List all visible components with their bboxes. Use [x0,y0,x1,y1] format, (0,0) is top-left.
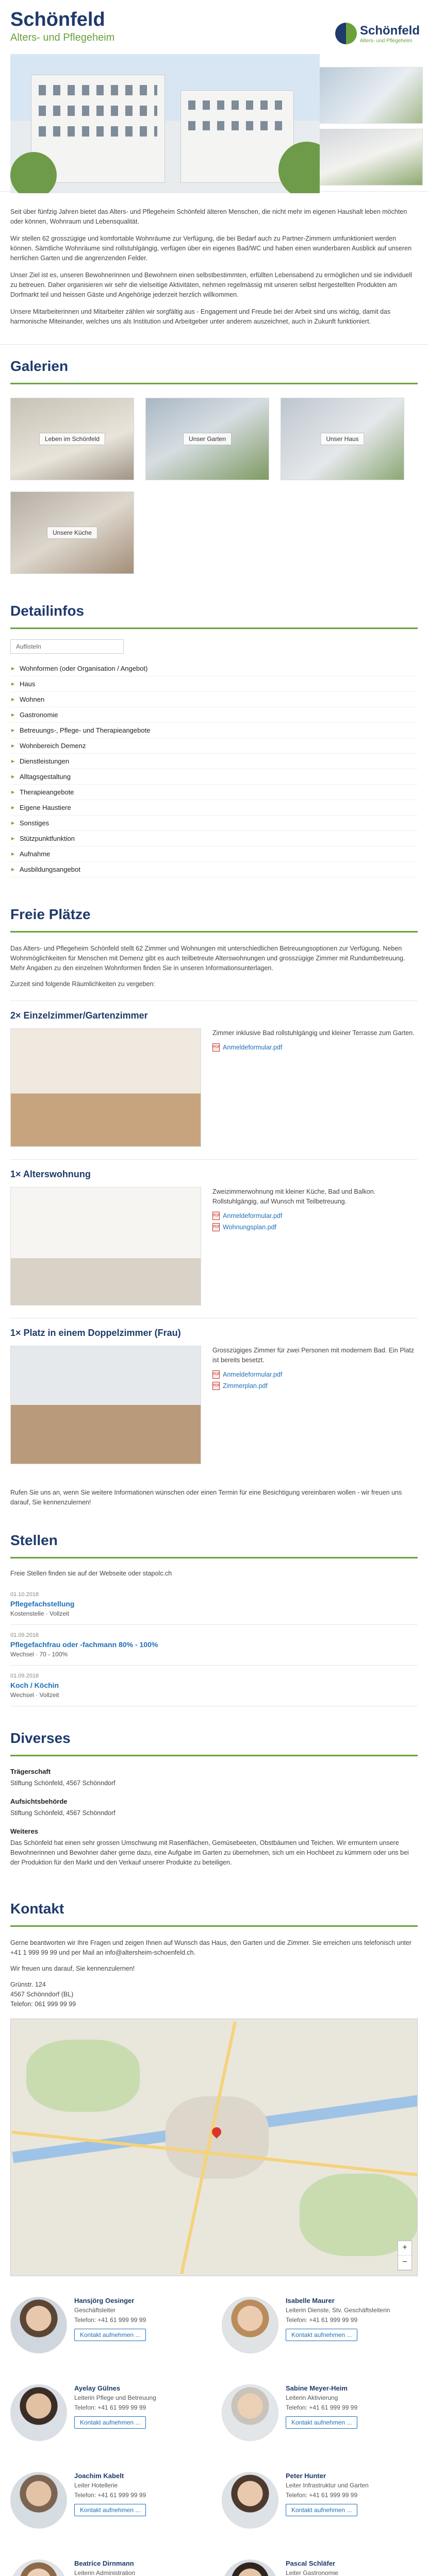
contact-title: Kontakt [10,1887,418,1927]
diverse-heading: Trägerschaft [10,1768,51,1775]
building-windows [39,106,157,116]
intro-paragraph: Unser Ziel ist es, unseren Bewohnerinnen und Bewohnern einen selbstbestimmten, erfüllten Lebensabend zu ermöglichen und sie individuell zu betreuen. Daher organisieren wir sehr die vielseitige Aktivitäten, nehmen regelmässig mit unseren selbst hergestellten Produkten am Dorfmarkt teil und heissen Gäste und Angehörige jederzeit herzlich willkommen. [10,272,412,298]
gallery-section [0,345,428,589]
contact-avatar [10,2297,67,2353]
detail-item[interactable]: ▸ Haus [10,676,418,692]
pdf-link[interactable] [212,1212,418,1220]
place-offer [10,1159,418,1318]
place-offer [10,1001,418,1159]
contact-role: Geschäftsleiter [74,2307,116,2314]
contact-card [222,2289,418,2376]
contact-city: 4567 Schönndorf (BL) [10,1991,74,1998]
job-item [10,1625,418,1666]
brand-subtitle: Alters- und Pflegeheim [10,32,115,43]
logo-name: Schönfeld [359,23,420,38]
contact-card [10,2289,206,2376]
contact-avatar [222,2297,278,2353]
header-right [309,0,428,191]
contact-card [10,2464,206,2551]
jobs-section [0,1519,428,1717]
brand-title: Schönfeld [10,9,105,30]
pdf-link-label: Anmeldeformular.pdf [223,1044,283,1051]
contact-phone: Telefon: +41 61 999 99 99 [286,2404,358,2411]
job-date: 01.10.2018 [10,1591,39,1598]
contact-role: Leiter Infrastruktur und Garten [286,2482,369,2489]
map-zoom-out-button[interactable]: − [398,2256,411,2270]
jobs-title: Stellen [10,1519,418,1558]
diverse-heading: Weiteres [10,1827,38,1835]
pdf-link-label: Zimmerplan.pdf [223,1382,268,1389]
pdf-icon: PDF [212,1370,220,1379]
logo-tagline: Alters- und Pflegeheim [359,38,413,44]
pdf-link-label: Wohnungsplan.pdf [223,1224,277,1231]
gallery-item[interactable] [10,492,134,574]
pdf-link[interactable] [212,1382,418,1390]
contact-button[interactable]: Kontakt aufnehmen ... [286,2504,357,2516]
contact-name: Joachim Kabelt [74,2472,124,2480]
contact-paragraph: Gerne beantworten wir Ihre Fragen und zeigen Ihnen auf Wunsch das Haus, den Garten und die Zimmer. Sie erreichen uns telefonisch unter +41 1 999 99 99 und per Mail an info@altersheim-schoenfeld.ch. [10,1939,411,1956]
diverse-item [10,1798,418,1818]
header [0,0,428,192]
contact-card [222,2376,418,2464]
pdf-icon: PDF [212,1223,220,1231]
contact-avatar [222,2472,278,2529]
diverse-text: Stiftung Schönfeld, 4567 Schönndorf [10,1809,116,1817]
detail-section [0,589,428,893]
contact-phone: Telefon: +41 61 999 99 99 [74,2404,146,2411]
contact-paragraph: Wir freuen uns darauf, Sie kennenzulernen! [10,1965,135,1972]
building-windows [39,85,157,95]
contact-role: Leiterin Pflege und Betreuung [74,2394,156,2401]
building-windows [39,126,157,137]
place-text: Zweizimmerwohnung mit kleiner Küche, Bad und Balkon. Rollstuhlgängig, auf Wunsch mit Teilbetreuung. [212,1188,376,1205]
pdf-link-label: Anmeldeformular.pdf [223,1371,283,1378]
contact-avatar [10,2560,67,2576]
job-title-link[interactable]: Pflegefachstellung [10,1600,75,1608]
intro-paragraph: Unsere Mitarbeiterinnen und Mitarbeiter zählen wir sorgfältig aus - Engagement und Freude bei der Arbeit sind uns wichtig, damit das harmonische Miteinander, welches uns als Institution und Arbeitgeber unter anderem auszeichnet, auch in Zukunft funktioniert. [10,308,391,325]
intro-paragraph: Seit über fünfzig Jahren bietet das Alters- und Pflegeheim Schönfeld älteren Menschen, die nicht mehr im eigenen Haushalt leben möchten oder können, Wohnraum und Lebensqualität. [10,208,407,225]
gallery-item[interactable] [145,398,269,480]
detail-item[interactable]: ▸ Wohnbereich Demenz [10,738,418,754]
job-title-link[interactable]: Koch / Köchin [10,1681,59,1689]
diverse-section [0,1717,428,1887]
tree-shape [10,152,57,193]
location-map[interactable] [10,2019,418,2276]
detail-item[interactable]: ▸ Ausbildungsangebot [10,862,418,877]
contact-button[interactable]: Kontakt aufnehmen ... [74,2329,146,2341]
detail-title: Detailinfos [10,589,418,629]
gallery-caption: Unser Garten [183,433,232,445]
contact-avatar [222,2384,278,2441]
contact-section [0,1887,428,2576]
contact-people [10,2289,418,2576]
contact-role: Leiter Hotellerie [74,2482,118,2489]
pdf-link-label: Anmeldeformular.pdf [223,1212,283,1219]
detail-item[interactable]: ▸ Wohnen [10,692,418,707]
contact-avatar [222,2560,278,2576]
contact-card [222,2464,418,2551]
job-meta: Kostenstelle · Vollzeit [10,1610,70,1617]
contact-name: Beatrice Dirnmann [74,2560,134,2567]
contact-name: Peter Hunter [286,2472,326,2480]
header-left [0,0,309,191]
detail-item[interactable]: ▸ Wohnformen (oder Organisation / Angebot) [10,661,418,676]
job-meta: Wechsel · Vollzeit [10,1691,59,1699]
places-intro [10,933,418,1001]
gallery-grid [10,384,418,589]
contact-role: Leiterin Dienste, Stv. Geschäftsleiterin [286,2307,390,2314]
pdf-link[interactable] [212,1370,418,1379]
header-thumb-image [315,129,423,185]
contact-button[interactable]: Kontakt aufnehmen ... [286,2329,357,2341]
detail-item[interactable]: ▸ Alltagsgestaltung [10,769,418,785]
places-title: Freie Plätze [10,893,418,933]
place-image [10,1346,201,1464]
place-title: 1× Platz in einem Doppelzimmer (Frau) [10,1328,181,1338]
contact-role: Leiterin Administration [74,2569,136,2576]
contact-phone: Telefon: +41 61 999 99 99 [286,2316,358,2324]
logo-icon [335,23,357,44]
contact-role: Leiterin Aktivierung [286,2394,338,2401]
diverse-item [10,1768,418,1788]
gallery-item[interactable] [281,398,404,480]
pdf-icon: PDF [212,1382,220,1390]
diverse-heading: Aufsichtsbehörde [10,1798,68,1805]
contact-button[interactable]: Kontakt aufnehmen ... [74,2416,146,2429]
contact-phone: Telefon: +41 61 999 99 99 [74,2316,146,2324]
gallery-caption: Unser Haus [320,433,364,445]
contact-button[interactable]: Kontakt aufnehmen ... [286,2416,357,2429]
places-outro-text: Rufen Sie uns an, wenn Sie weitere Informationen wünschen oder einen Termin für eine Besichtigung vereinbaren wollen - wir freuen uns darauf, Sie kennenzulernen! [10,1489,402,1506]
contact-phone: Telefon: 061 999 99 99 [10,2001,76,2008]
place-text: Zimmer inklusive Bad rollstuhlgängig und kleiner Terrasse zum Garten. [212,1029,415,1037]
places-paragraph: Zurzeit sind folgende Räumlichkeiten zu vergeben: [10,980,155,988]
place-title: 2× Einzelzimmer/Gartenzimmer [10,1010,148,1021]
diverse-text: Stiftung Schönfeld, 4567 Schönndorf [10,1780,116,1787]
intro-section [0,192,428,345]
job-item [10,1584,418,1625]
detail-item[interactable]: ▸ Sonstiges [10,816,418,831]
jobs-lead: Freie Stellen finden sie auf der Webseite oder stapolc.ch [10,1570,172,1577]
places-paragraph: Das Alters- und Pflegeheim Schönfeld stellt 62 Zimmer und Wohnungen mit unterschiedlichen Betreuungsoptionen zur Verfügung. Neben Wohnmöglichkeiten für Menschen mit Demenz gibt es auch teilbetreute Alterswohnungen und grosszügige Zimmer mit Rundumbetreuung. Mehr Angaben zu den einzelnen Wohnformen finden Sie in unseren Informationsunterlagen. [10,945,405,972]
gallery-title: Galerien [10,345,418,384]
logo[interactable] [315,5,423,62]
job-date: 01.09.2018 [10,1673,39,1679]
map-zoom-in-button[interactable]: + [398,2241,411,2256]
detail-filter-toggle[interactable]: Auflisteln [10,639,124,654]
place-image [10,1187,201,1306]
contact-avatar [10,2472,67,2529]
detail-item[interactable]: ▸ Stützpunktfunktion [10,831,418,846]
place-image [10,1028,201,1147]
header-thumb-image [315,67,423,124]
job-item [10,1666,418,1706]
diverse-body [10,1756,418,1887]
contact-address [10,1980,418,2009]
diverse-text: Das Schönfeld hat einen sehr grossen Umschwung mit Rasenflächen, Gemüsebeeten, Obstbäumen und Teichen. Wir ermuntern unsere Bewohnerinnen und Bewohner daher gerne dazu, eine Aufgabe im Garten zu übernehmen, sich um ein Hochbeet zu kümmern oder uns bei der Produktion für den Markt und den Verkauf unserer Produkte zu beteiligen. [10,1839,409,1866]
contact-street: Grünstr. 124 [10,1981,46,1988]
map-forest [26,2040,140,2112]
place-text: Grosszügiges Zimmer für zwei Personen mit modernem Bad. Ein Platz ist bereits besetzt. [212,1347,415,1364]
detail-item[interactable]: ▸ Betreuungs-, Pflege- und Therapieangebote [10,723,418,738]
gallery-caption: Unsere Küche [47,527,97,539]
pdf-link[interactable] [212,1223,418,1231]
contact-avatar [10,2384,67,2441]
contact-card [10,2376,206,2464]
gallery-caption: Leben im Schönfeld [39,433,105,445]
pdf-icon: PDF [212,1212,220,1220]
gallery-item[interactable] [10,398,134,480]
job-meta: Wechsel · 70 - 100% [10,1651,68,1658]
place-title: 1× Alterswohnung [10,1169,91,1179]
place-offer [10,1318,418,1477]
building-windows [188,121,286,130]
detail-item[interactable]: ▸ Eigene Haustiere [10,800,418,816]
contact-name: Sabine Meyer-Heim [286,2384,348,2392]
pdf-icon: PDF [212,1043,220,1052]
diverse-title: Diverses [10,1717,418,1756]
places-outro [10,1477,418,1519]
job-title-link[interactable]: Pflegefachfrau oder -fachmann 80% - 100% [10,1640,158,1649]
contact-name: Isabelle Maurer [286,2297,335,2304]
intro-paragraph: Wir stellen 62 grosszügige und komfortable Wohnräume zur Verfügung, die bei Bedarf auch zu Partner-Zimmern umfunktioniert werden können. Sämtliche Wohnräume sind rollstuhlgängig, verfügen über ein eigenes Bad/WC und haben einen wunderbaren Ausblick auf unseren herrlichen Garten und die angrenzenden Felder. [10,235,412,262]
contact-name: Pascal Schläfer [286,2560,336,2567]
contact-phone: Telefon: +41 61 999 99 99 [286,2492,358,2499]
detail-item[interactable]: ▸ Gastronomie [10,707,418,723]
contact-card [222,2551,418,2576]
detail-list [10,661,418,877]
map-zoom-control [398,2241,412,2270]
diverse-item [10,1827,418,1868]
building-windows [188,100,286,110]
contact-role: Leiter Gastronomie [286,2569,339,2576]
places-section [0,893,428,1519]
contact-button[interactable]: Kontakt aufnehmen ... [74,2504,146,2516]
detail-body [10,629,418,893]
contact-body [10,1927,418,2576]
pdf-link[interactable] [212,1043,415,1052]
contact-name: Ayelay Gülnes [74,2384,121,2392]
job-date: 01.09.2018 [10,1632,39,1638]
detail-item[interactable]: ▸ Dienstleistungen [10,754,418,769]
contact-card [10,2551,206,2576]
detail-item[interactable]: ▸ Therapieangebote [10,785,418,800]
contact-phone: Telefon: +41 61 999 99 99 [74,2492,146,2499]
hero-image [10,54,320,193]
jobs-body [10,1558,418,1717]
detail-item[interactable]: ▸ Aufnahme [10,846,418,862]
logo-text [360,24,420,44]
contact-name: Hansjörg Oesinger [74,2297,135,2304]
